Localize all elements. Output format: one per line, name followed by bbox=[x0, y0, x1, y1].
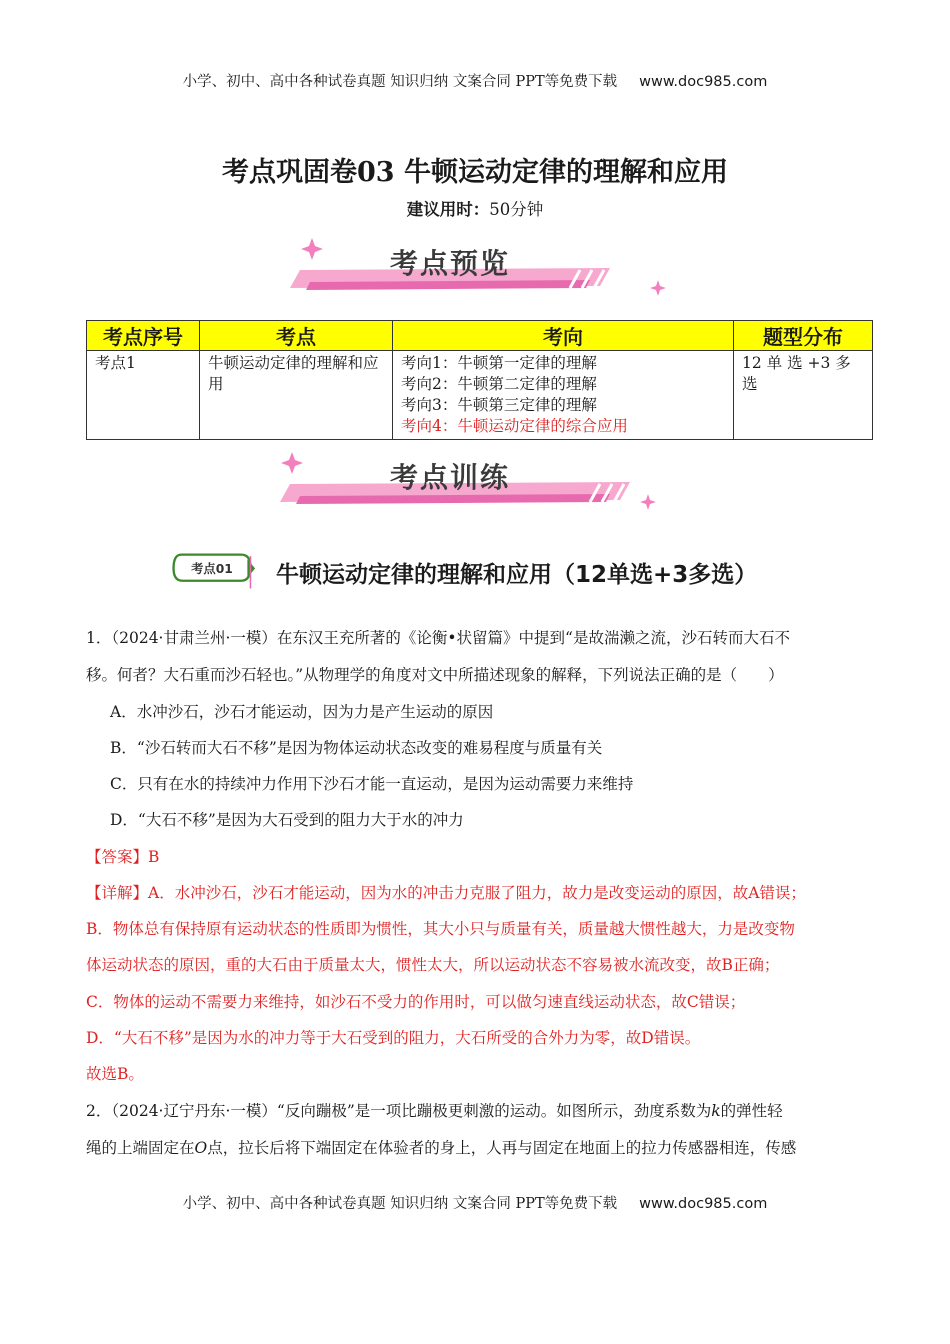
banner-training-text: 考点训练 bbox=[389, 461, 510, 494]
col-header-id: 考点序号 bbox=[87, 321, 200, 351]
col-header-distribution: 题型分布 bbox=[734, 321, 873, 351]
q2-text: 点，拉长后将下端固定在体验者的身上，人再与固定在地面上的拉力传感器相连，传感 bbox=[207, 1139, 797, 1157]
cell-topic: 牛顿运动定律的理解和应用 bbox=[200, 351, 393, 440]
q1-explain-line: C．物体的运动不需要力来维持，如沙石不受力的作用时，可以做匀速直线运动状态，故C错误； bbox=[86, 993, 746, 1011]
q1-option-c: C．只有在水的持续冲力作用下沙石才能一直运动，是因为运动需要力来维持 bbox=[110, 775, 634, 793]
q1-option-a: A．水冲沙石，沙石才能运动，因为力是产生运动的原因 bbox=[110, 703, 494, 721]
q2-variable-k: k bbox=[711, 1102, 721, 1120]
q1-explain-line: 【详解】A．水冲沙石，沙石才能运动，因为水的冲击力克服了阻力，故力是改变运动的原因，故A错误； bbox=[86, 884, 806, 902]
banner-overview-text: 考点预览 bbox=[389, 247, 510, 280]
overview-table bbox=[86, 320, 873, 440]
q1-option-b: B．“沙石转而大石不移”是因为物体运动状态改变的难易程度与质量有关 bbox=[110, 739, 603, 757]
suggested-time bbox=[0, 196, 950, 220]
direction-item: 考向3：牛顿第三定律的理解 bbox=[401, 396, 597, 414]
cell-distribution: 12 单 选 +3 多选 bbox=[734, 351, 873, 440]
direction-item-highlight: 考向4：牛顿运动定律的综合应用 bbox=[401, 417, 628, 435]
footer-site-link[interactable]: www.doc985.com bbox=[639, 1196, 768, 1212]
col-header-direction: 考向 bbox=[393, 321, 734, 351]
q1-explain-line: 体运动状态的原因，重的大石由于质量太大，惯性太大，所以运动状态不容易被水流改变，故B正确； bbox=[86, 956, 780, 974]
q1-explain-line: 故选B。 bbox=[86, 1065, 144, 1083]
page-header bbox=[0, 70, 950, 91]
q1-stem-line: 移。何者？大石重而沙石轻也。”从物理学的角度对文中所描述现象的解释，下列说法正确的是（ ） bbox=[86, 666, 784, 684]
banner-overview bbox=[270, 232, 680, 312]
q2-text: 2．（2024·辽宁丹东·一模）“反向蹦极”是一项比蹦极更刺激的运动。如图所示，劲度系数为 bbox=[86, 1102, 712, 1120]
suggested-time-value: 50分钟 bbox=[489, 200, 544, 219]
table-header-row bbox=[87, 321, 873, 351]
q2-text: 的弹性轻 bbox=[720, 1102, 783, 1120]
cell-id: 考点1 bbox=[87, 351, 200, 440]
table-row bbox=[87, 351, 873, 440]
cell-directions bbox=[393, 351, 734, 440]
page-footer bbox=[0, 1192, 950, 1213]
header-site-link[interactable]: www.doc985.com bbox=[639, 74, 768, 90]
suggested-time-label: 建议用时： bbox=[406, 200, 490, 219]
section-tag-graphic bbox=[158, 550, 266, 590]
q2-variable-o: O bbox=[194, 1139, 208, 1157]
q1-answer: 【答案】B bbox=[86, 848, 160, 866]
section-title: 牛顿运动定律的理解和应用（12单选+3多选） bbox=[276, 562, 758, 588]
section-tag: 考点01 bbox=[191, 562, 233, 577]
header-text: 小学、初中、高中各种试卷真题 知识归纳 文案合同 PPT等免费下载 bbox=[182, 74, 618, 90]
q2-stem-line bbox=[86, 1130, 796, 1166]
question-1 bbox=[86, 620, 866, 1100]
footer-text: 小学、初中、高中各种试卷真题 知识归纳 文案合同 PPT等免费下载 bbox=[182, 1196, 618, 1212]
q2-text: 绳的上端固定在 bbox=[86, 1139, 195, 1157]
question-2 bbox=[86, 1093, 866, 1173]
direction-item: 考向1：牛顿第一定律的理解 bbox=[401, 354, 597, 372]
q1-stem-line: 1．（2024·甘肃兰州·一模）在东汉王充所著的《论衡•状留篇》中提到“是故湍濑之流，沙石转而大石不 bbox=[86, 629, 790, 647]
q2-stem-line bbox=[86, 1093, 783, 1129]
q1-explain-line: B．物体总有保持原有运动状态的性质即为惯性，其大小只与质量有关，质量越大惯性越大，力是改变物 bbox=[86, 920, 795, 938]
banner-training bbox=[270, 446, 680, 526]
section-heading bbox=[158, 546, 898, 602]
direction-item: 考向2：牛顿第二定律的理解 bbox=[401, 375, 597, 393]
col-header-topic: 考点 bbox=[200, 321, 393, 351]
page-title: 考点巩固卷03 牛顿运动定律的理解和应用 bbox=[222, 157, 728, 188]
q1-explain-line: D．“大石不移”是因为水的冲力等于大石受到的阻力，大石所受的合外力为零，故D错误。 bbox=[86, 1029, 701, 1047]
q1-option-d: D．“大石不移”是因为大石受到的阻力大于水的冲力 bbox=[110, 811, 464, 829]
